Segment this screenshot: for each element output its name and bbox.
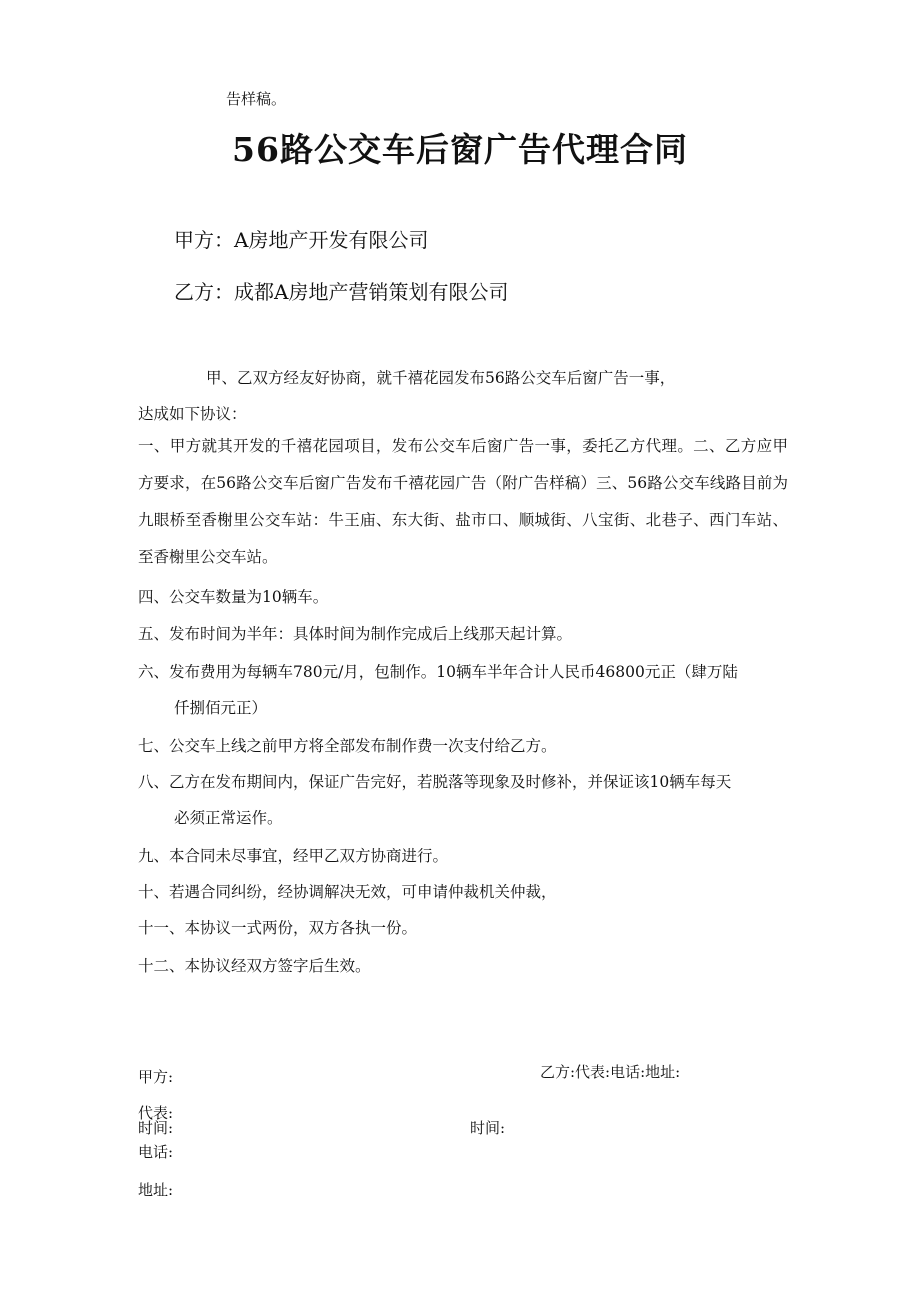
header-fragment: 告样稿。 [226,90,287,108]
sig-address-label: 地址: [138,1181,174,1199]
clause-6-line-2: 仟捌佰元正） [174,699,268,717]
party-b-line: 乙方：成都A房地产营销策划有限公司 [174,280,509,304]
intro-line-1: 甲、乙双方经友好协商，就千禧花园发布56路公交车后窗广告一事， [206,369,676,387]
sig-time-label-a: 时间: [138,1119,174,1137]
clause-5: 五、发布时间为半年：具体时间为制作完成后上线那天起计算。 [138,625,573,643]
clause-9: 九、本合同未尽事宜，经甲乙双方协商进行。 [138,847,449,865]
sig-rep-label: 代表: [138,1104,174,1122]
clause-8-line-1: 八、乙方在发布期间内，保证广告完好，若脱落等现象及时修补，并保证该10辆车每天 [138,773,732,791]
clause-10: 十、若遇合同纠纷，经协调解决无效，可申请仲裁机关仲裁， [138,883,557,901]
party-a-line: 甲方：A房地产开发有限公司 [174,228,429,252]
clause-6-line-1: 六、发布费用为每辆车780元/月，包制作。10辆车半年合计人民币46800元正（肆万陆 [138,663,738,681]
sig-phone-label: 电话: [138,1143,174,1161]
clause-7: 七、公交车上线之前甲方将全部发布制作费一次支付给乙方。 [138,737,557,755]
sig-time-label-b: 时间: [470,1119,506,1137]
contract-title: 56路公交车后窗广告代理合同 [232,130,688,169]
clauses-1-to-3: 一、甲方就其开发的千禧花园项目，发布公交车后窗广告一事，委托乙方代理。二、乙方应甲方要求，在56路公交车后窗广告发布千禧花园广告（附广告样稿）三、56路公交车线路目前为九眼桥至香榭里公交车站：牛王庙、东大街、盐市口、顺城街、八宝街、北巷子、西门车站、至香榭里公交车站。 [138,437,788,566]
intro-line-2: 达成如下协议： [138,405,247,423]
clause-4: 四、公交车数量为10辆车。 [138,588,329,606]
clause-12: 十二、本协议经双方签字后生效。 [138,957,371,975]
sig-party-a-label: 甲方: [138,1068,174,1086]
clause-11: 十一、本协议一式两份，双方各执一份。 [138,919,418,937]
clause-8-line-2: 必须正常运作。 [174,809,283,827]
sig-party-b-line: 乙方:代表:电话:地址: [540,1063,681,1081]
